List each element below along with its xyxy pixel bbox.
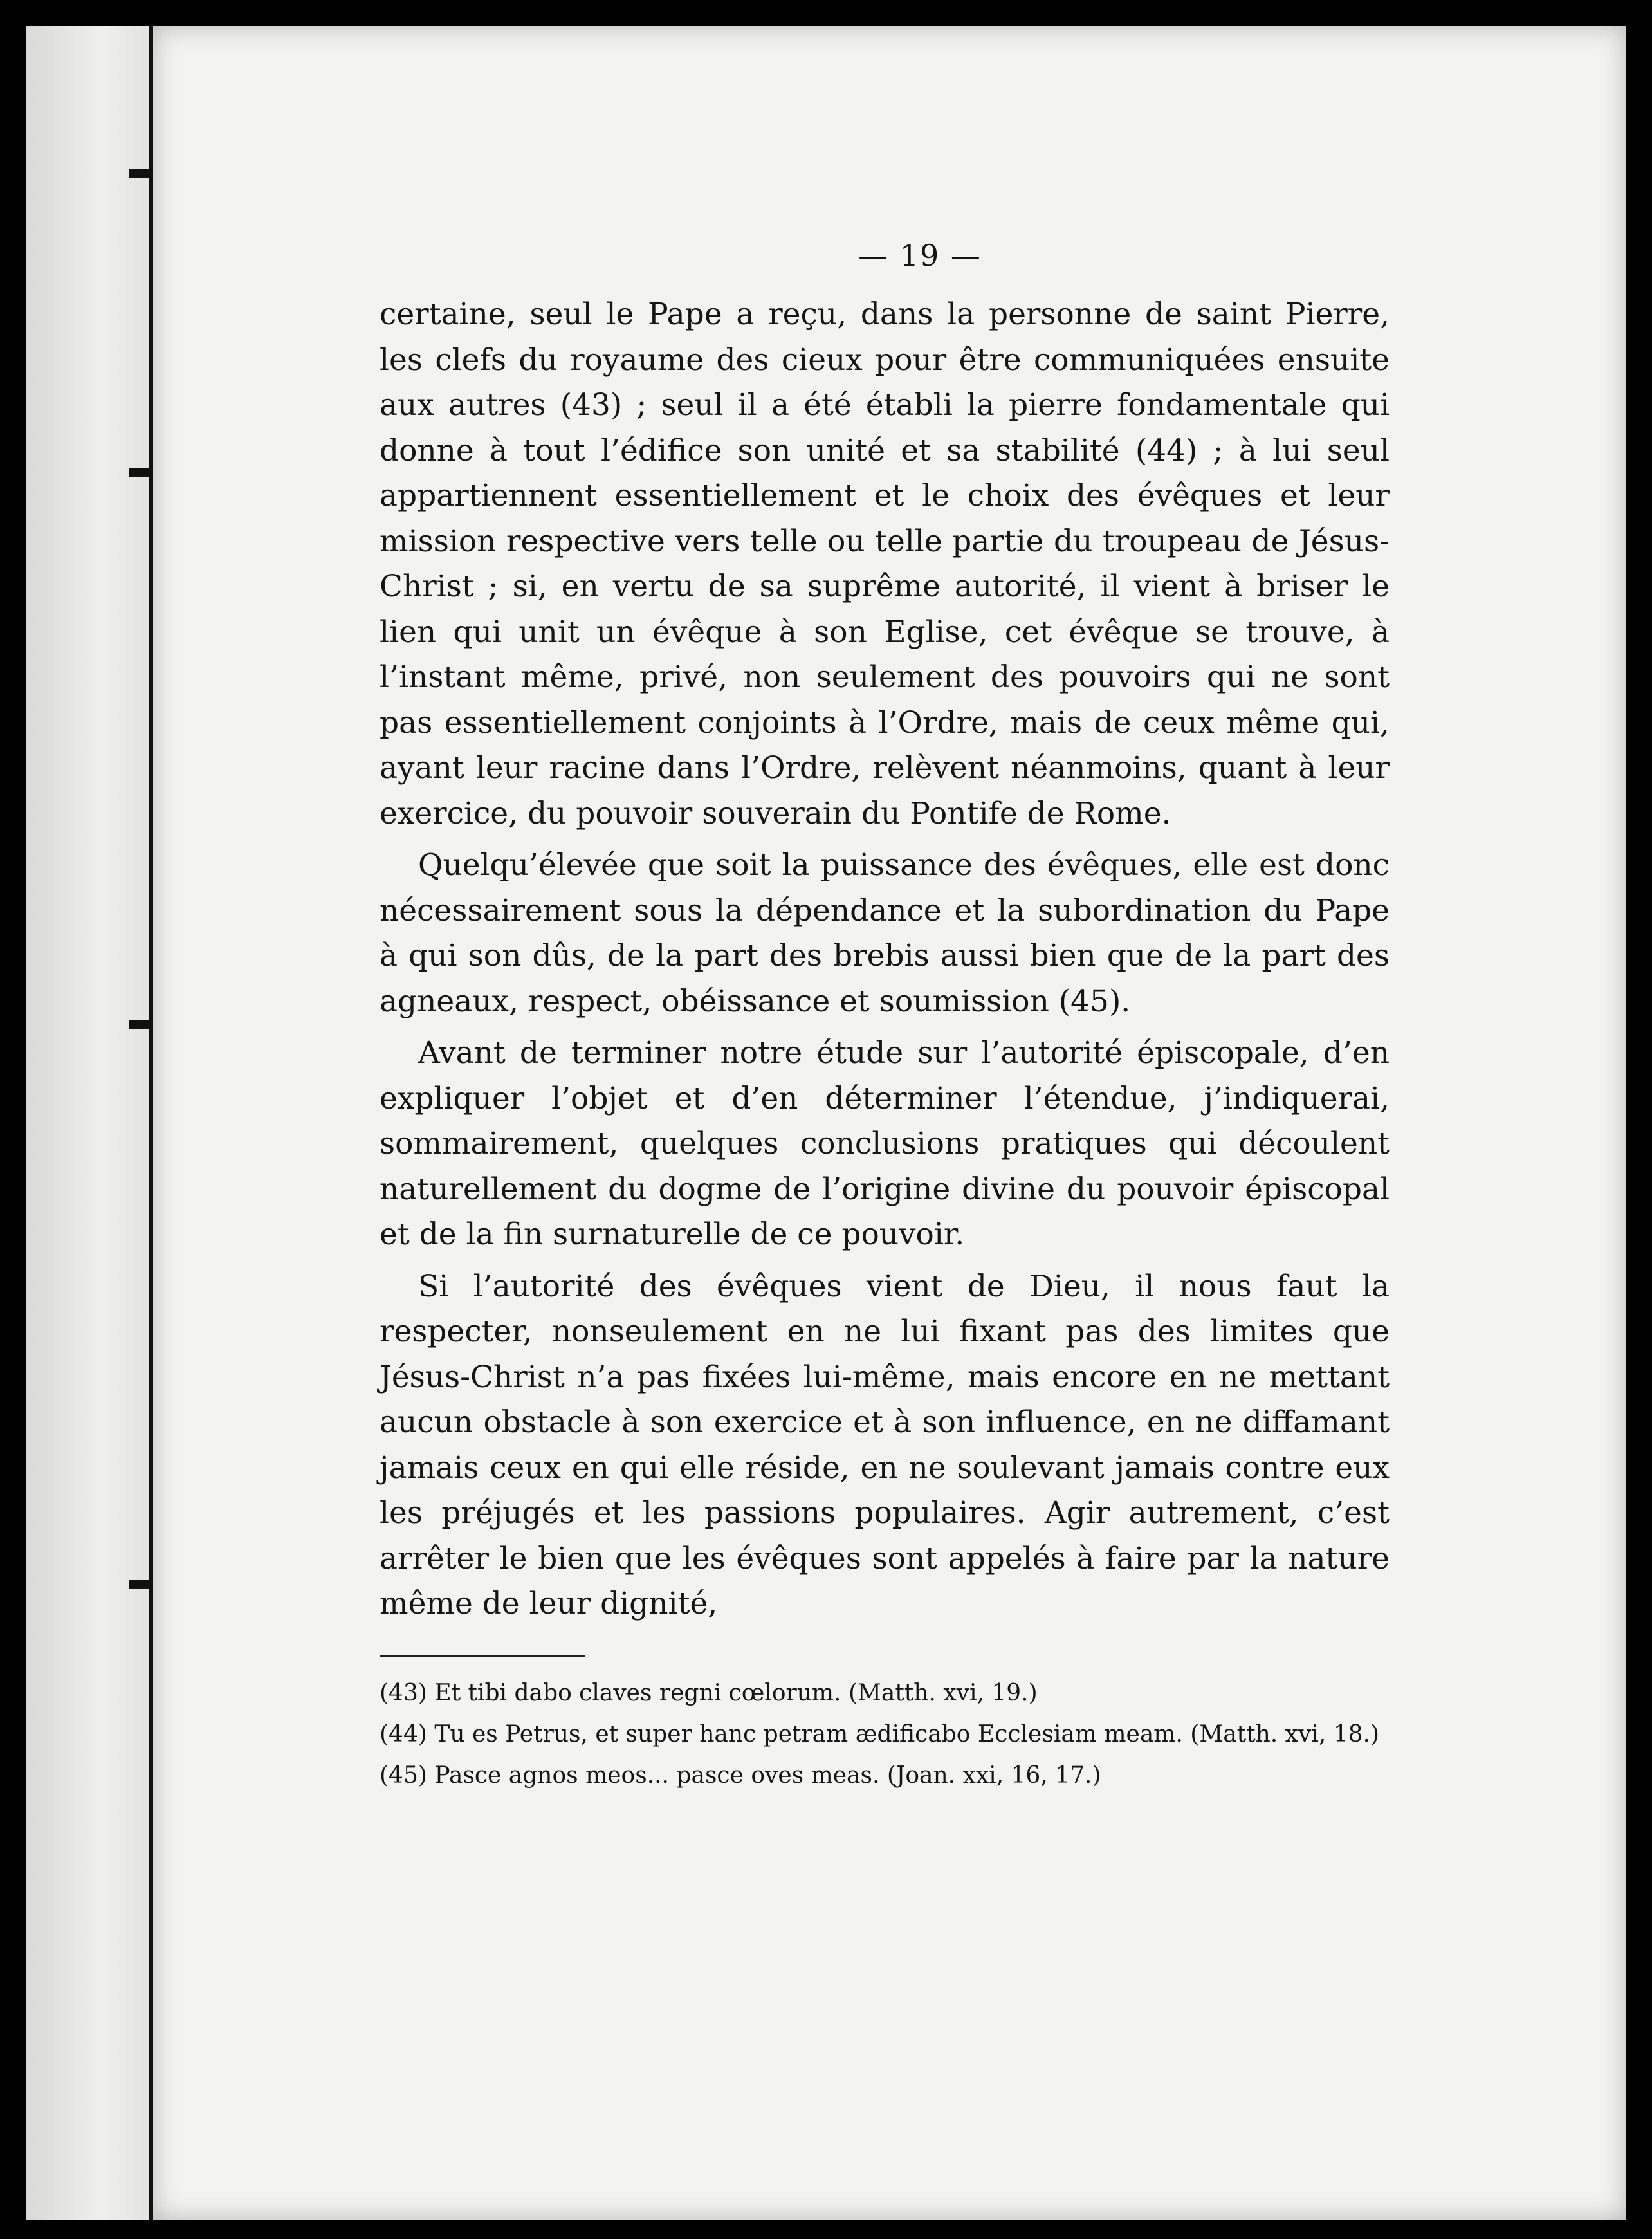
paragraph: Si l’autorité des évêques vient de Dieu, il nous faut la respecter, nonseulement en ne lui fixant pas des limites que Jésus-Christ n’a pas fixées lui-même, mais encore en ne mettant aucun obstacle à son exercice et à son influence, en ne diffamant jamais ceux en qui elle réside, en ne soulevant jamais contre eux les préjugés et les passions populaires. Agir autrement, c’est arrêter le bien que les évêques sont appelés à faire par la nature même de leur dignité,: [380, 1268, 1390, 1621]
binding-gutter: [26, 26, 153, 2220]
footnote: (45) Pasce agnos meos... pasce oves meas. (Joan. xxi, 16, 17.): [380, 1762, 1101, 1789]
scan-border: [1626, 26, 1652, 2220]
text-block: [380, 238, 1390, 1800]
footnote: (43) Et tibi dabo claves regni cœlorum. (Matth. xvi, 19.): [380, 1679, 1038, 1706]
footnote: (44) Tu es Petrus, et super hanc petram ædificabo Ecclesiam meam. (Matth. xvi, 18.): [380, 1720, 1380, 1747]
paragraph: Quelqu’élevée que soit la puissance des évêques, elle est donc nécessairement sous la dépendance et la subordination du Pape à qui son dûs, de la part des brebis aussi bien que de la part des agneaux, respect, obéissance et soumission (45).: [380, 847, 1390, 1019]
footnote-divider: [380, 1655, 585, 1657]
paragraph: certaine, seul le Pape a reçu, dans la personne de saint Pierre, les clefs du royaume des cieux pour être communiquées ensuite aux autres (43) ; seul il a été établi la pierre fondamentale qui donne à tout l’édifice son unité et sa stabilité (44) ; à lui seul appartiennent essentiellement et le choix des évêques et leur mission respective vers telle ou telle partie du troupeau de Jésus-Christ ; si, en vertu de sa suprême autorité, il vient à briser le lien qui unit un évêque à son Eglise, cet évêque se trouve, à l’instant même, privé, non seulement des pouvoirs qui ne sont pas essentiellement conjoints à l’Ordre, mais de ceux même qui, ayant leur racine dans l’Ordre, relèvent néanmoins, quant à leur exercice, du pouvoir souverain du Pontife de Rome.: [380, 297, 1390, 831]
page-number: — 19 —: [858, 238, 982, 273]
paragraph: Avant de terminer notre étude sur l’autorité épiscopale, d’en expliquer l’objet et d’en déterminer l’étendue, j’indiquerai, sommairement, quelques conclusions pratiques qui découlent naturellement du dogme de l’origine divine du pouvoir épiscopal et de la fin surnaturelle de ce pouvoir.: [380, 1035, 1390, 1252]
